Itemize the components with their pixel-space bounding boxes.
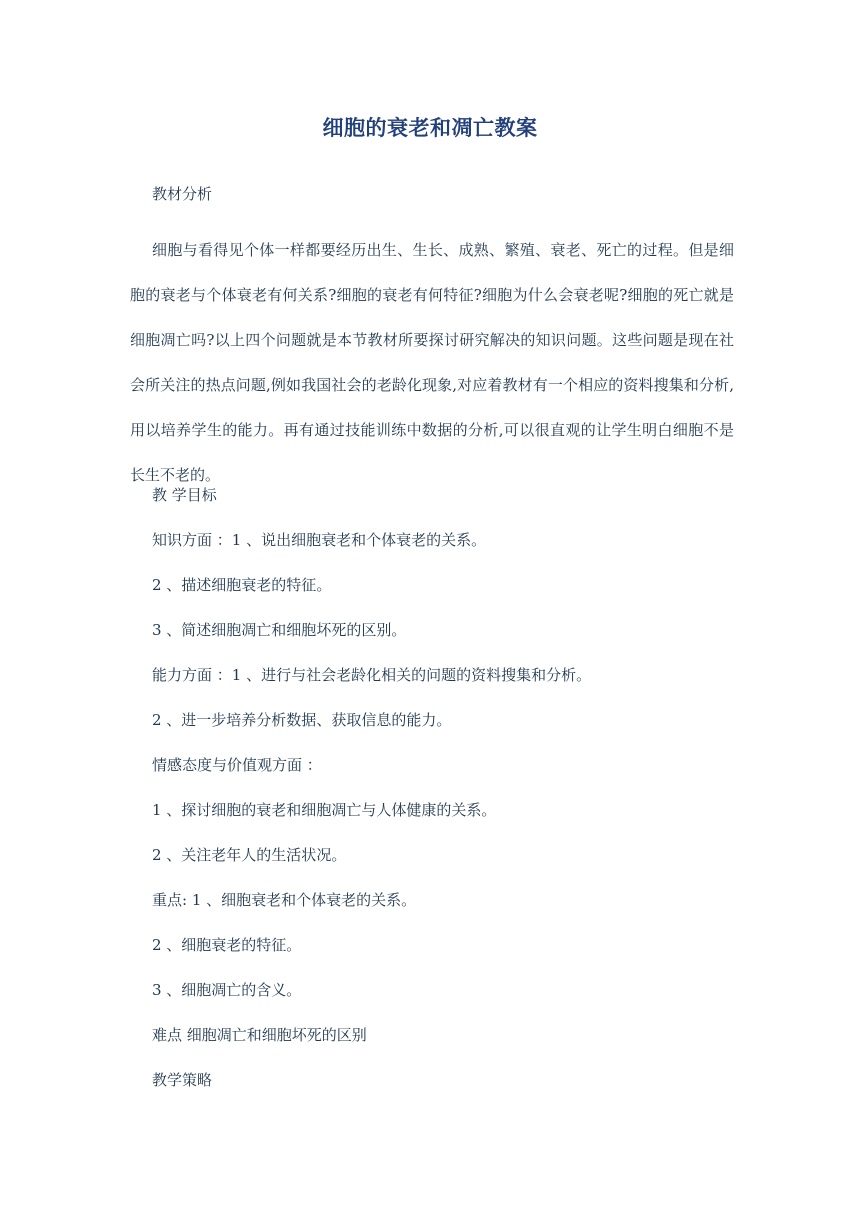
knowledge-goal-1: 知识方面 ：1 、说出细胞衰老和个体衰老的关系。: [152, 531, 487, 549]
emotion-goal-2: 2 、关注老年人的生活状况。: [152, 846, 347, 864]
key-point-1: 重点: 1 、细胞衰老和个体衰老的关系。: [152, 891, 417, 909]
emotion-goal-1: 1 、探讨细胞的衰老和细胞凋亡与人体健康的关系。: [152, 801, 497, 819]
document-title: 细胞的衰老和凋亡教案: [322, 115, 538, 140]
key-point-2: 2 、细胞衰老的特征。: [152, 936, 302, 954]
ability-goal-2: 2 、进一步培养分析数据、获取信息的能力。: [152, 711, 452, 729]
knowledge-goal-2: 2 、描述细胞衰老的特征。: [152, 576, 332, 594]
ability-goal-1: 能力方面 ：1 、进行与社会老龄化相关的问题的资料搜集和分析。: [152, 666, 592, 684]
key-point-3: 3 、细胞凋亡的含义。: [152, 981, 302, 999]
section-heading-material: 教材分析: [152, 185, 213, 203]
section-heading-strategy: 教学策略: [152, 1071, 213, 1089]
difficulty-point: 难点 细胞凋亡和细胞坏死的区别: [152, 1026, 367, 1044]
emotion-heading: 情感态度与价值观方面 ：: [152, 756, 322, 774]
material-paragraph: 细胞与看得见个体一样都要经历出生、生长、成熟、繁殖、衰老、死亡的过程。但是细胞的衰老与个体衰老有何关系?细胞的衰老有何特征?细胞为什么会衰老呢?细胞的死亡就是细胞凋亡吗?以上四个问题就是本节教材所要探讨研究解决的知识问题。这些问题是现在社会所关注的热点问题,例如我国社会的老龄化现象,对应着教材有一个相应的资料搜集和分析,用以培养学生的能力。再有通过技能训练中数据的分析,可以很直观的让学生明白细胞不是长生不老的。: [130, 241, 734, 484]
knowledge-goal-3: 3 、简述细胞凋亡和细胞坏死的区别。: [152, 621, 407, 639]
section-heading-goals: 教 学目标: [152, 486, 217, 504]
